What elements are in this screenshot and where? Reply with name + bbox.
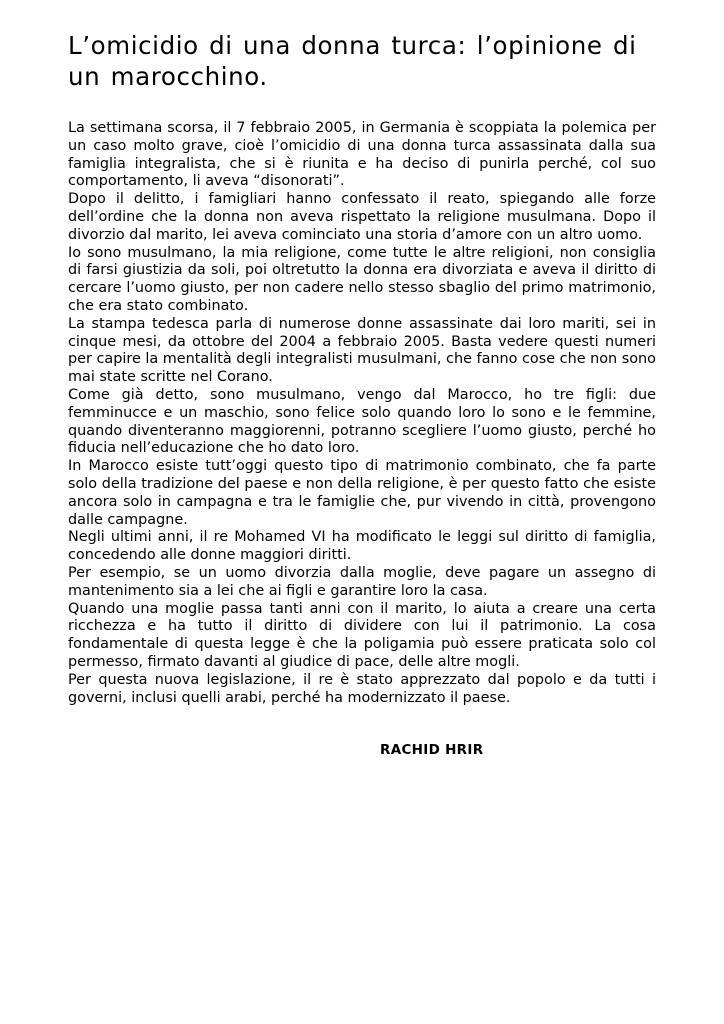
article-body: [68, 120, 656, 707]
paragraph: Negli ultimi anni, il re Mohamed VI ha modificato le leggi sul diritto di famiglia, concedendo alle donne maggiori diritti.: [68, 529, 656, 564]
paragraph: In Marocco esiste tutt’oggi questo tipo di matrimonio combinato, che fa parte solo della tradizione del paese e non della religione, è per questo fatto che esiste ancora solo in campagna e tra le famiglie che, pur vivendo in città, provengono dalle campagne.: [68, 458, 656, 528]
paragraph: Io sono musulmano, la mia religione, come tutte le altre religioni, non consiglia di farsi giustizia da soli, poi oltretutto la donna era divorziata e aveva il diritto di cercare l’uomo giusto, per non cadere nello stesso sbaglio del primo matrimonio, che era stato combinato.: [68, 244, 656, 314]
article: [68, 30, 656, 758]
paragraph: Come già detto, sono musulmano, vengo dal Marocco, ho tre figli: due femminucce e un maschio, sono felice solo quando loro lo sono e le femmine, quando diventeranno maggiorenni, potranno scegliere l’uomo giusto, perché ho fiducia nell’educazione che ho dato loro.: [68, 386, 656, 457]
paragraph: Quando una moglie passa tanti anni con il marito, lo aiuta a creare una certa ricchezza e ha tutto il diritto di dividere con lui il patrimonio. La cosa fondamentale di questa legge è che la poligamia può essere praticata solo col permesso, firmato davanti al giudice di pace, delle altre mogli.: [68, 600, 656, 670]
paragraph: La stampa tedesca parla di numerose donne assassinate dai loro mariti, sei in cinque mesi, da ottobre del 2004 a febbraio 2005. Basta vedere questi numeri per capire la mentalità degli integralisti musulmani, che fanno cose che non sono mai state scritte nel Corano.: [68, 315, 656, 386]
paragraph: La settimana scorsa, il 7 febbraio 2005, in Germania è scoppiata la polemica per un caso molto grave, cioè l’omicidio di una donna turca assassinata dalla sua famiglia integralista, che si è riunita e ha deciso di punirla perché, col suo comportamento, li aveva “disonorati”.: [68, 120, 656, 190]
paragraph: Per questa nuova legislazione, il re è stato apprezzato dal popolo e da tutti i governi, inclusi quelli arabi, perché ha modernizzato il paese.: [68, 671, 656, 706]
article-title: L’omicidio di una donna turca: l’opinione di un marocchino.: [68, 31, 637, 91]
paragraph: Per esempio, se un uomo divorzia dalla moglie, deve pagare un assegno di mantenimento sia a lei che ai figli e garantire loro la casa.: [68, 564, 656, 599]
paragraph: Dopo il delitto, i famigliari hanno confessato il reato, spiegando alle forze dell’ordine che la donna non aveva rispettato la religione musulmana. Dopo il divorzio dal marito, lei aveva cominciato una storia d’amore con un altro uomo.: [68, 191, 656, 243]
author-signature: RACHID HRIR: [380, 742, 484, 758]
